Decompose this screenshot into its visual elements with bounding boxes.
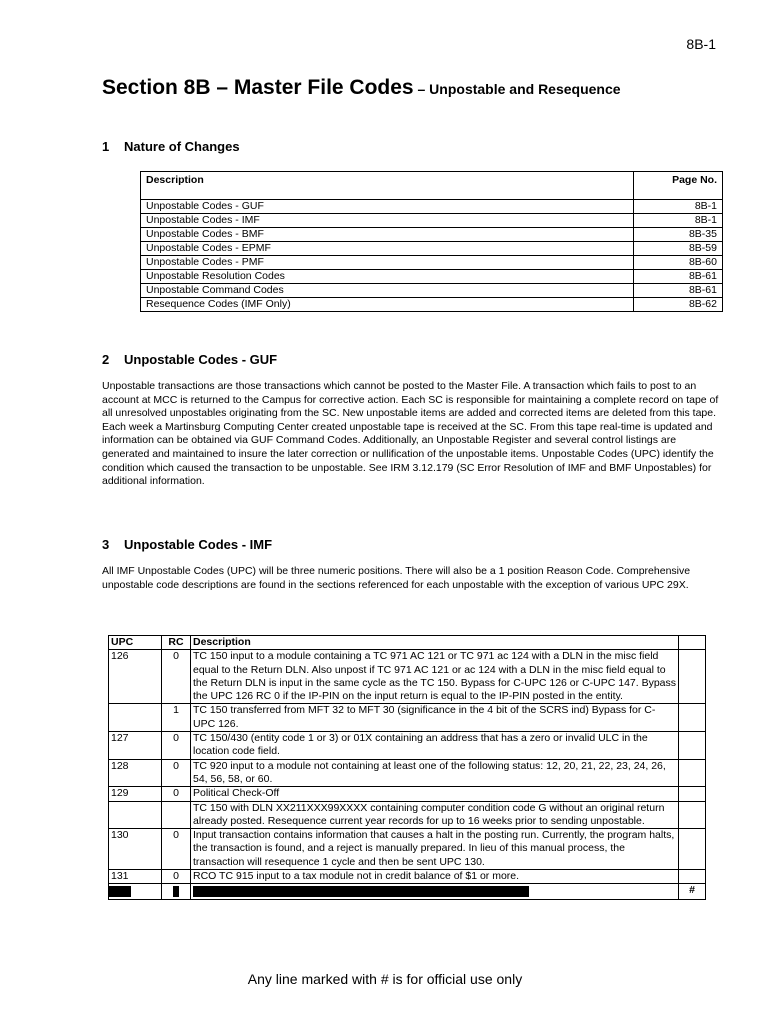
section-title: Unpostable Codes - GUF: [124, 352, 278, 367]
section-title: Nature of Changes: [124, 139, 240, 154]
reason-code: 0: [162, 870, 191, 884]
official-use-mark: [679, 870, 706, 884]
page-number: 8B-1: [686, 36, 716, 52]
redacted-upc-cell: [109, 884, 162, 900]
change-page-number: 8B-1: [634, 214, 723, 228]
table-row: [109, 801, 706, 829]
redacted-rc-cell: [162, 884, 191, 900]
guf-paragraph: Unpostable transactions are those transactions which cannot be posted to the Master File. A transaction which fails to post to an account at MCC is returned to the Campus for corrective action. Each SC is responsible for maintaining a complete record on tape of all unresolved unpostables originating from the SC. New unpostable items are added and corrected items are deleted from this tape. Each week a Martinsburg Computing Center created unpostable tape is received at the SC. From this tape real-time is updated and information can be obtained via GUF Command Codes. Additionally, an Unpostable Register and several control listings are generated and maintained to insure the later correction or nullification of the unpostable items. Unpostable Codes (UPC) identify the condition which caused the transaction to be unpostable. See IRM 3.12.179 (SC Error Resolution of IMF and BMF Unpostables) for additional information.: [102, 380, 719, 488]
table-row: [109, 732, 706, 760]
section-heading-3: [102, 537, 272, 552]
table-row: [109, 787, 706, 801]
imf-paragraph: All IMF Unpostable Codes (UPC) will be three numeric positions. There will also be a 1 position Reason Code. Comprehensive unpostable code descriptions are found in the sections referenced for each unpostable with the exception of various UPC 29X.: [102, 565, 691, 591]
upc-description: Input transaction contains information that causes a halt in the posting run. Currently, the program halts, the transaction is found, and a reject is manually prepared. In lieu of this manual process, the transaction will resequence 1 cycle and then be sent UPC 130.: [191, 829, 679, 870]
title-main: Section 8B – Master File Codes: [102, 76, 414, 99]
table-row: [109, 759, 706, 787]
change-description: Unpostable Codes - EPMF: [141, 242, 634, 256]
redaction-block: [193, 886, 529, 897]
redaction-block: [109, 886, 131, 897]
column-header-description: Description: [141, 172, 634, 200]
change-description: Resequence Codes (IMF Only): [141, 298, 634, 312]
change-description: Unpostable Resolution Codes: [141, 270, 634, 284]
table-row: [141, 242, 723, 256]
upc-description: RCO TC 915 input to a tax module not in credit balance of $1 or more.: [191, 870, 679, 884]
upc-code: [109, 704, 162, 732]
column-header-rc: RC: [162, 636, 191, 650]
reason-code: 0: [162, 759, 191, 787]
table-row: [141, 200, 723, 214]
imf-unpostable-codes-table: [108, 635, 706, 900]
nature-of-changes-table: [140, 171, 723, 312]
redacted-description-cell: [191, 884, 679, 900]
change-page-number: 8B-61: [634, 284, 723, 298]
footer-note: Any line marked with # is for official use only: [247, 971, 523, 987]
official-use-mark: [679, 732, 706, 760]
upc-code: [109, 801, 162, 829]
title-subtitle: – Unpostable and Resequence: [413, 81, 621, 97]
upc-description: Political Check-Off: [191, 787, 679, 801]
upc-description: TC 150 transferred from MFT 32 to MFT 30 (significance in the 4 bit of the SCRS ind) Bypass for C-UPC 126.: [191, 704, 679, 732]
change-description: Unpostable Codes - BMF: [141, 228, 634, 242]
column-header-description: Description: [191, 636, 679, 650]
change-description: Unpostable Command Codes: [141, 284, 634, 298]
official-use-mark: [679, 801, 706, 829]
reason-code: 0: [162, 787, 191, 801]
table-row: [141, 228, 723, 242]
upc-code: 130: [109, 829, 162, 870]
change-page-number: 8B-61: [634, 270, 723, 284]
redaction-block: [173, 886, 179, 897]
official-use-mark: [679, 787, 706, 801]
upc-code: 127: [109, 732, 162, 760]
change-page-number: 8B-59: [634, 242, 723, 256]
upc-table-body: [109, 650, 706, 884]
section-heading-1: [102, 139, 240, 154]
reason-code: 0: [162, 650, 191, 704]
table-header-row: [141, 172, 723, 200]
table-row: [141, 298, 723, 312]
section-number: 2: [102, 352, 110, 367]
reason-code: 0: [162, 829, 191, 870]
upc-code: 131: [109, 870, 162, 884]
change-page-number: 8B-1: [634, 200, 723, 214]
reason-code: 0: [162, 732, 191, 760]
upc-description: TC 150 with DLN XX211XXX99XXXX containing computer condition code G without an original return already posted. Resequence current year records for up to 16 weeks prior to sending unpostable.: [191, 801, 679, 829]
change-page-number: 8B-35: [634, 228, 723, 242]
changes-table-body: [141, 200, 723, 312]
table-row: [141, 284, 723, 298]
reason-code: 1: [162, 704, 191, 732]
column-header-page: Page No.: [634, 172, 723, 200]
table-row: [109, 870, 706, 884]
section-number: 1: [102, 139, 110, 154]
upc-code: 129: [109, 787, 162, 801]
table-row: [109, 704, 706, 732]
table-row: [109, 650, 706, 704]
official-use-mark: [679, 759, 706, 787]
section-title: Unpostable Codes - IMF: [124, 537, 273, 552]
column-header-upc: UPC: [109, 636, 162, 650]
table-row: [109, 829, 706, 870]
upc-description: TC 150/430 (entity code 1 or 3) or 01X containing an address that has a zero or invalid ULC in the location code field.: [191, 732, 679, 760]
table-row: [141, 214, 723, 228]
section-heading-2: [102, 352, 277, 367]
redacted-row: [109, 884, 706, 900]
official-use-mark: [679, 650, 706, 704]
official-use-mark: [679, 704, 706, 732]
official-use-mark: #: [679, 884, 706, 900]
upc-description: TC 150 input to a module containing a TC 971 AC 121 or TC 971 ac 124 with a DLN in the misc field equal to the Return DLN. Also unpost if TC 971 AC 121 or ac 124 with a DLN in the misc field equal to the Return DLN is input in the same cycle as the TC 150. Bypass for C-UPC 126 or C-UPC 147. Bypass the UPC 126 RC 0 if the IP-PIN on the input return is equal to the IP-PIN posted in the entity.: [191, 650, 679, 704]
upc-code: 128: [109, 759, 162, 787]
change-description: Unpostable Codes - PMF: [141, 256, 634, 270]
upc-code: 126: [109, 650, 162, 704]
table-header-row: [109, 636, 706, 650]
section-number: 3: [102, 537, 110, 552]
table-row: [141, 256, 723, 270]
change-description: Unpostable Codes - IMF: [141, 214, 634, 228]
page-title: [102, 76, 621, 100]
column-header-mark: [679, 636, 706, 650]
upc-description: TC 920 input to a module not containing at least one of the following status: 12, 20, 21, 22, 23, 24, 26, 54, 56, 58, or 60.: [191, 759, 679, 787]
change-description: Unpostable Codes - GUF: [141, 200, 634, 214]
table-row: [141, 270, 723, 284]
reason-code: [162, 801, 191, 829]
change-page-number: 8B-60: [634, 256, 723, 270]
official-use-mark: [679, 829, 706, 870]
change-page-number: 8B-62: [634, 298, 723, 312]
